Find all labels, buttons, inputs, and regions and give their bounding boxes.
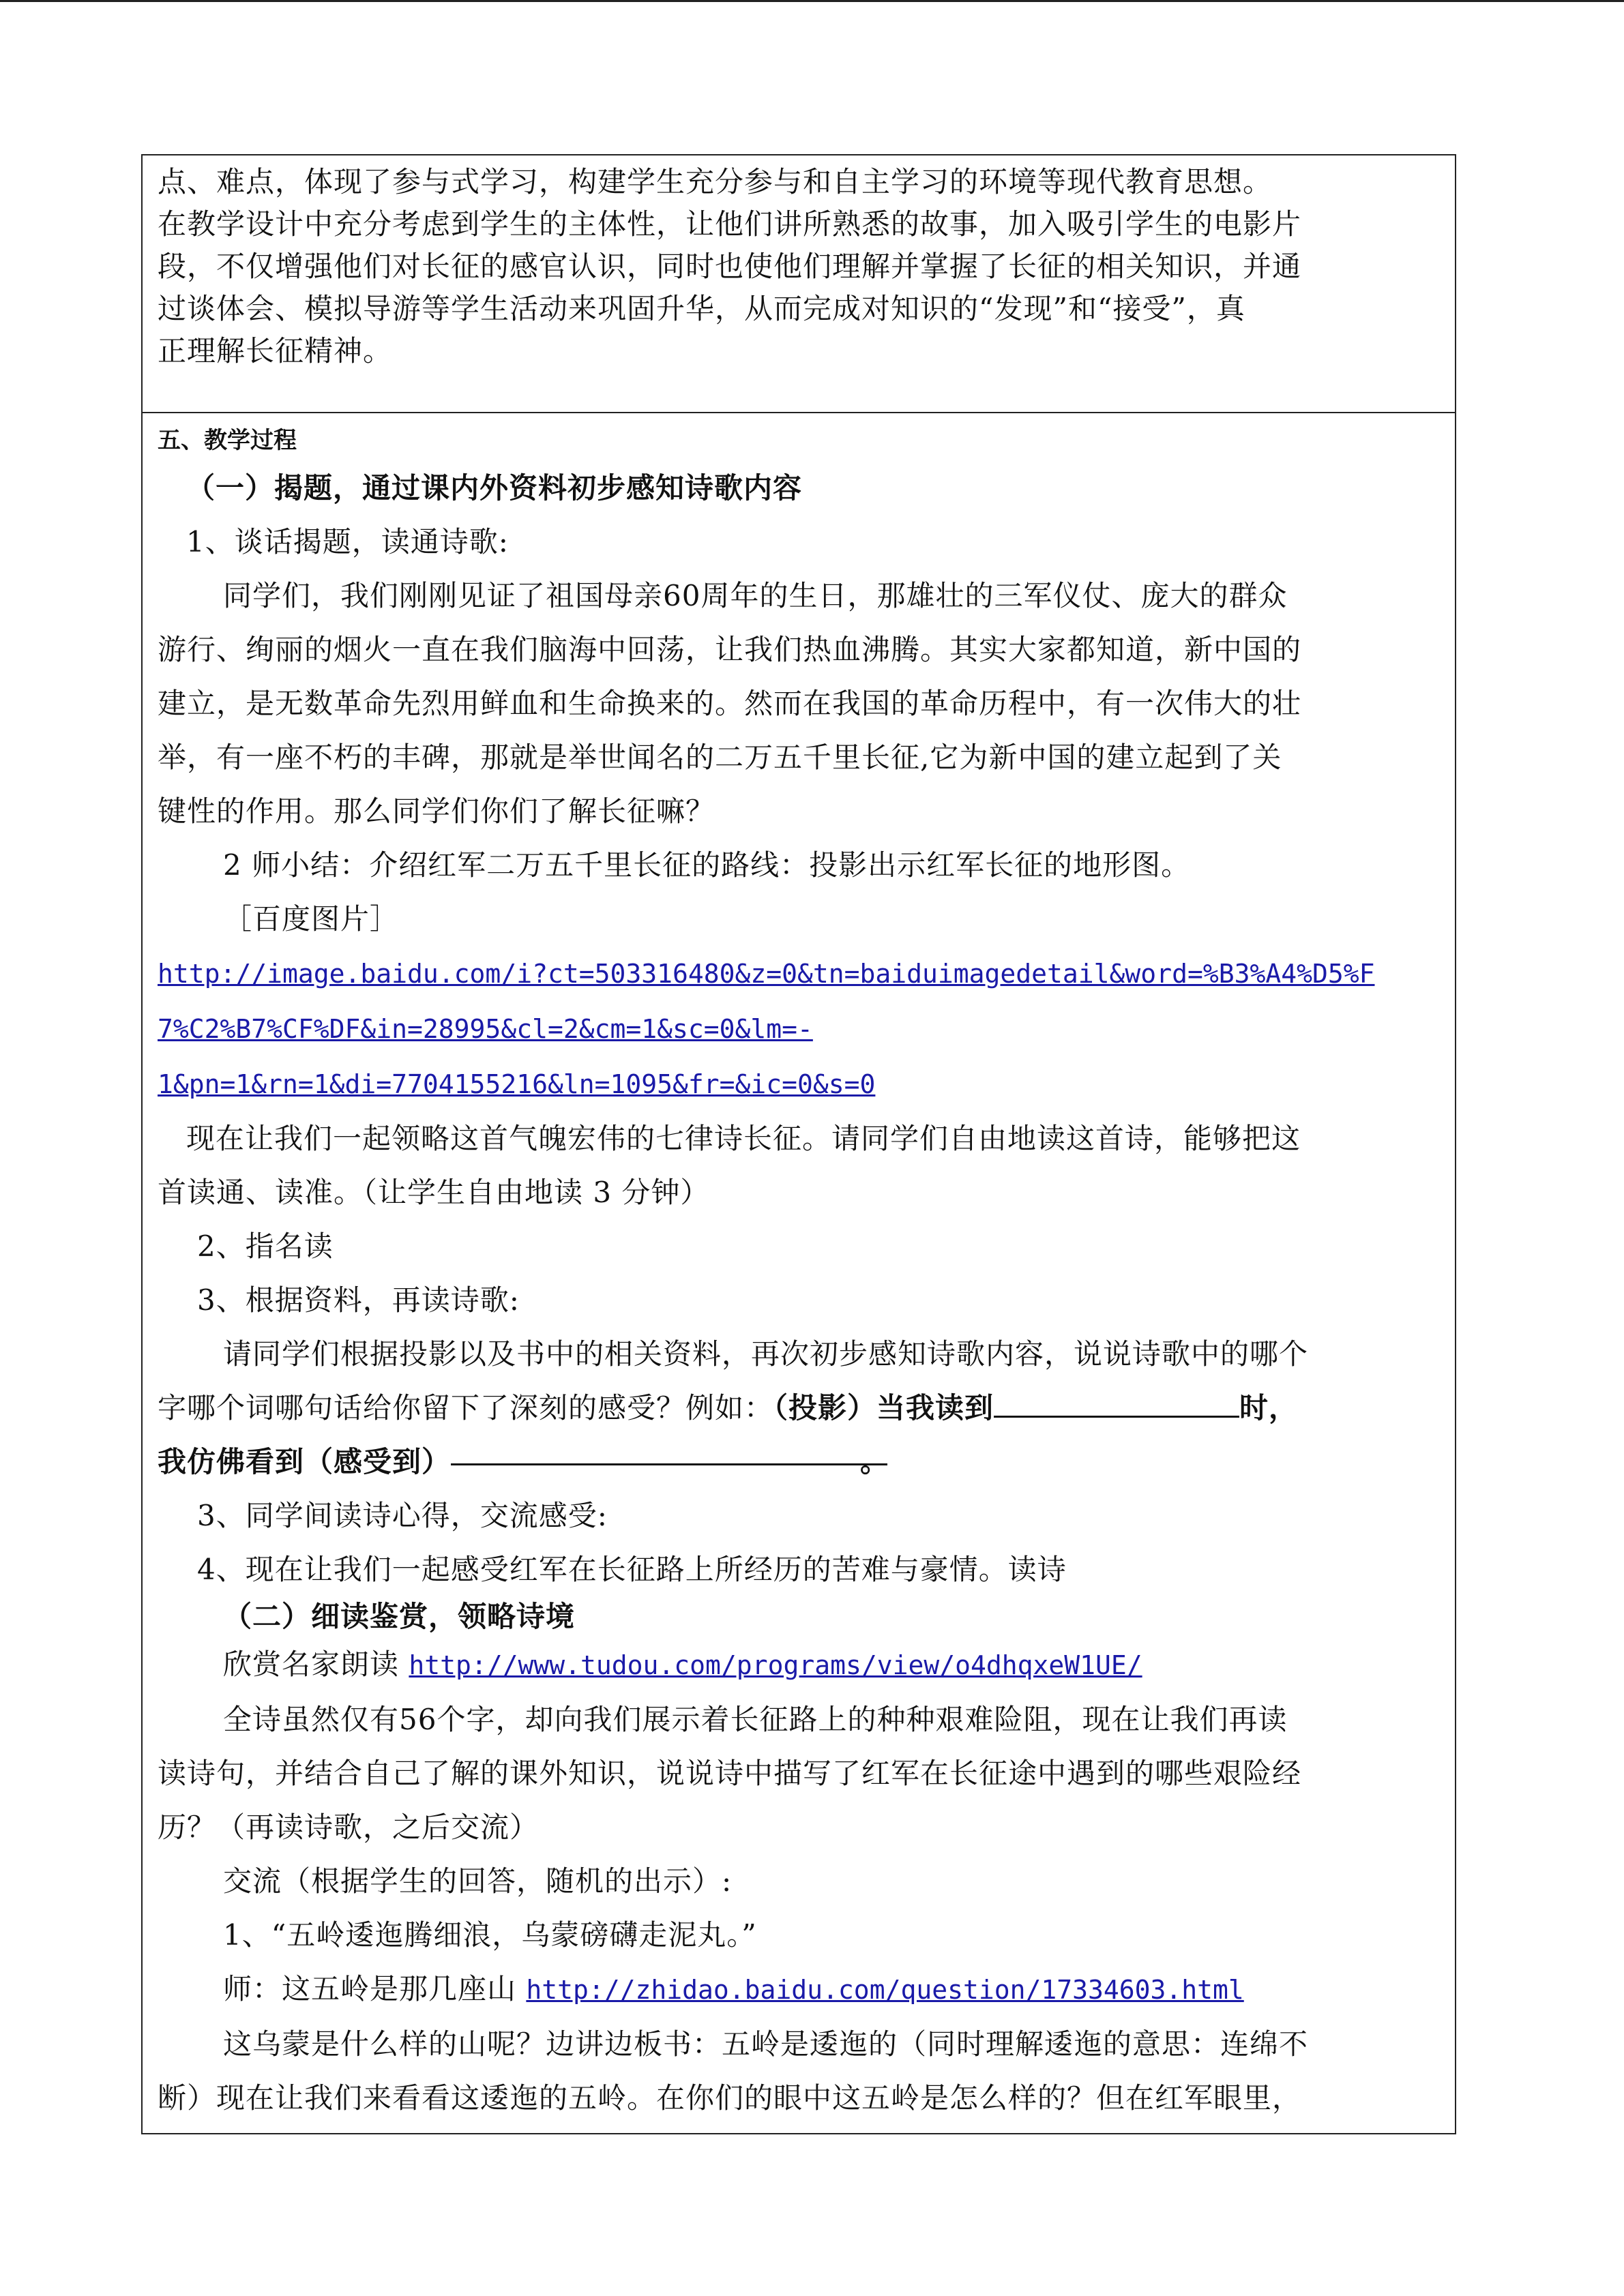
para1-line: 举，有一座不朽的丰碑，那就是举世闻名的二万五千里长征,它为新中国的建立起到了关: [158, 741, 1282, 774]
teacher-question-line: [158, 1962, 1443, 2017]
para5-line: 断）现在让我们来看看这逶迤的五岭。在你们的眼中这五岭是怎么样的？但在红军眼里，: [158, 2081, 1302, 2115]
intro-line: 点、难点，体现了参与式学习，构建学生充分参与和自主学习的环境等现代教育思想。: [158, 165, 1273, 198]
step-3: 3、根据资料，再读诗歌:: [197, 1283, 520, 1317]
listen-label: 欣赏名家朗读: [223, 1648, 400, 1681]
baidu-image-link-line[interactable]: [158, 1001, 1443, 1056]
projection-prompt: （投影）当我读到: [773, 1391, 994, 1425]
para1-line: 游行、绚丽的烟火一直在我们脑海中回荡，让我们热血沸腾。其实大家都知道，新中国的: [158, 633, 1302, 666]
para1-line: 同学们，我们刚刚见证了祖国母亲60周年的生日，那雄壮的三军仪仗、庞大的群众: [223, 579, 1288, 612]
prompt-see: 我仿佛看到（感受到）: [158, 1445, 452, 1478]
teacher-question: 师：这五岭是那几座山: [223, 1972, 517, 2006]
para3-line-2: [158, 1381, 1443, 1435]
para3-line-3: [158, 1435, 1443, 1489]
para4-line: 读诗句，并结合自己了解的课外知识，说说诗中描写了红军在长征途中遇到的哪些艰险经: [158, 1757, 1302, 1790]
section-title: 五、教学过程: [158, 427, 297, 454]
baidu-image-link[interactable]: 1&pn=1&rn=1&di=7704155216&ln=1095&fr=&ic=0&s=0: [158, 1069, 876, 1099]
baidu-image-link[interactable]: http://image.baidu.com/i?ct=503316480&z=0&tn=baiduimagedetail&word=%B3%A4%D5%F: [158, 959, 1375, 989]
step-2: 2、指名读: [197, 1229, 334, 1263]
para3-text: 字哪个词哪句话给你留下了深刻的感受？例如：: [158, 1391, 774, 1425]
lesson-plan-table: [141, 154, 1456, 2134]
tudou-video-link[interactable]: http://www.tudou.com/programs/view/o4dhqxeW1UE/: [409, 1650, 1142, 1680]
fill-blank-read: [994, 1387, 1239, 1418]
para3-line: 请同学们根据投影以及书中的相关资料，再次初步感知诗歌内容，说说诗歌中的哪个: [223, 1337, 1309, 1371]
fill-blank-feel: [451, 1435, 890, 1478]
baidu-image-link-line[interactable]: [158, 1056, 1443, 1112]
quote-1: 1、“五岭逶迤腾细浪，乌蒙磅礴走泥丸。”: [223, 1918, 757, 1952]
para4-line: 全诗虽然仅有56个字，却向我们展示着长征路上的种种艰难险阻，现在让我们再读: [223, 1703, 1288, 1736]
intro-line: 正理解长征精神。: [158, 334, 393, 368]
baidu-image-label: ［百度图片］: [223, 902, 400, 936]
intro-line: 在教学设计中充分考虑到学生的主体性，让他们讲所熟悉的故事，加入吸引学生的电影片: [158, 207, 1302, 241]
listen-line: [158, 1637, 1443, 1693]
para1-line: 建立，是无数革命先烈用鲜血和生命换来的。然而在我国的革命历程中，有一次伟大的壮: [158, 687, 1302, 720]
exchange-line: 交流（根据学生的回答，随机的出示）:: [223, 1864, 733, 1898]
part2-title: （二）细读鉴赏，领略诗境: [223, 1600, 576, 1633]
intro-line: 过谈体会、模拟导游等学生活动来巩固升华，从而完成对知识的“发现”和“接受”，真: [158, 292, 1245, 325]
para4-line: 历？（再读诗歌，之后交流）: [158, 1810, 540, 1844]
top-border-line: [0, 0, 1624, 2]
zhidao-link[interactable]: http://zhidao.baidu.com/question/17334603.html: [526, 1975, 1244, 2005]
design-rationale-cell: [143, 155, 1455, 413]
part1-title: （一）揭题，通过课内外资料初步感知诗歌内容: [186, 471, 803, 505]
teaching-process-cell: [143, 413, 1455, 2133]
intro-line: 段，不仅增强他们对长征的感官认识，同时也使他们理解并掌握了长征的相关知识，并通: [158, 250, 1302, 283]
step-3b: 3、同学间读诗心得，交流感受:: [197, 1499, 608, 1532]
step-1: 1、谈话揭题，读通诗歌:: [186, 525, 509, 558]
para1-line: 键性的作用。那么同学们你们了解长征嘛？: [158, 794, 715, 828]
blank-period: 。: [860, 1445, 890, 1478]
step-4: 4、现在让我们一起感受红军在长征路上所经历的苦难与豪情。读诗: [197, 1553, 1067, 1586]
para5-line: 这乌蒙是什么样的山呢？边讲边板书：五岭是逶迤的（同时理解逶迤的意思：连绵不: [223, 2027, 1309, 2061]
teacher-summary: 2 师小结：介绍红军二万五千里长征的路线：投影出示红军长征的地形图。: [223, 848, 1191, 882]
baidu-image-link-line[interactable]: [158, 946, 1443, 1001]
prompt-suffix: 时，: [1239, 1391, 1299, 1425]
para2-line: 首读通、读准。（让学生自由地读 3 分钟）: [158, 1176, 710, 1209]
para2-line: 现在让我们一起领略这首气魄宏伟的七律诗长征。请同学们自由地读这首诗，能够把这: [186, 1122, 1301, 1155]
baidu-image-link[interactable]: 7%C2%B7%CF%DF&in=28995&cl=2&cm=1&sc=0&lm=-: [158, 1014, 813, 1044]
